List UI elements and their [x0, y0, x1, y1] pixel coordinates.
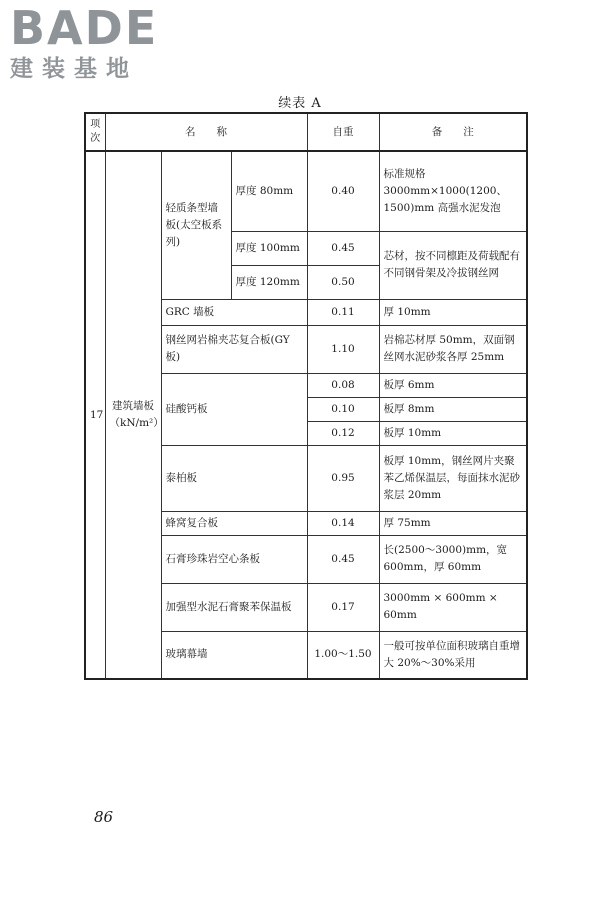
- weight-cell: 0.14: [307, 511, 379, 535]
- group-index: 17: [85, 151, 105, 679]
- weight-cell: 0.45: [307, 535, 379, 583]
- thickness-cell: 厚度 120mm: [231, 265, 307, 299]
- brand-logo: [10, 1, 180, 84]
- weight-cell: 0.08: [307, 373, 379, 397]
- weight-cell: 0.12: [307, 421, 379, 445]
- header-index: 项次: [85, 113, 105, 151]
- name-cell: 硅酸钙板: [161, 373, 307, 445]
- note-cell: 长(2500～3000)mm，宽 600mm，厚 60mm: [379, 535, 527, 583]
- header-name: 名 称: [105, 113, 307, 151]
- thickness-cell: 厚度 80mm: [231, 151, 307, 231]
- note-cell: 厚 10mm: [379, 299, 527, 325]
- note-cell: 板厚 6mm: [379, 373, 527, 397]
- note-cell: 芯材，按不同檩距及荷载配有不同钢骨架及冷拔钢丝网: [379, 231, 527, 299]
- name-cell: 加强型水泥石膏聚苯保温板: [161, 583, 307, 631]
- note-cell: 厚 75mm: [379, 511, 527, 535]
- table-title: 续表 A: [278, 96, 322, 111]
- header-weight: 自重: [307, 113, 379, 151]
- name-cell: 玻璃幕墙: [161, 631, 307, 679]
- weight-cell: 0.45: [307, 231, 379, 265]
- name-cell: 蜂窝复合板: [161, 511, 307, 535]
- note-cell: 板厚 10mm: [379, 421, 527, 445]
- name-cell: 石膏珍珠岩空心条板: [161, 535, 307, 583]
- note-cell: 一般可按单位面积玻璃自重增大 20%～30%采用: [379, 631, 527, 679]
- weight-cell: 0.10: [307, 397, 379, 421]
- weight-cell: 0.95: [307, 445, 379, 511]
- thickness-cell: 厚度 100mm: [231, 231, 307, 265]
- weight-table: [84, 112, 528, 680]
- light-strip-label: 轻质条型墙板(太空板系列): [161, 151, 231, 299]
- group-label: 建筑墙板（kN/m²）: [105, 151, 161, 679]
- logo-subtitle: 建装基地: [10, 56, 138, 82]
- table-header-row: [85, 113, 527, 151]
- page-number: 86: [94, 808, 114, 826]
- weight-cell: 0.40: [307, 151, 379, 231]
- note-cell: 标准规格 3000mm×1000(1200、1500)mm 高强水泥发泡: [379, 151, 527, 231]
- table-row: [85, 151, 527, 231]
- logo-text: BADE: [10, 1, 159, 55]
- name-cell: 钢丝网岩棉夹芯复合板(GY 板): [161, 325, 307, 373]
- weight-cell: 0.17: [307, 583, 379, 631]
- note-cell: 板厚 10mm，钢丝网片夹聚苯乙烯保温层，每面抹水泥砂浆层 20mm: [379, 445, 527, 511]
- header-note: 备 注: [379, 113, 527, 151]
- note-cell: 板厚 8mm: [379, 397, 527, 421]
- name-cell: GRC 墙板: [161, 299, 307, 325]
- weight-cell: 1.10: [307, 325, 379, 373]
- weight-cell: 0.11: [307, 299, 379, 325]
- name-cell: 泰柏板: [161, 445, 307, 511]
- note-cell: 岩棉芯材厚 50mm，双面钢丝网水泥砂浆各厚 25mm: [379, 325, 527, 373]
- weight-cell: 0.50: [307, 265, 379, 299]
- weight-cell: 1.00～1.50: [307, 631, 379, 679]
- note-cell: 3000mm × 600mm × 60mm: [379, 583, 527, 631]
